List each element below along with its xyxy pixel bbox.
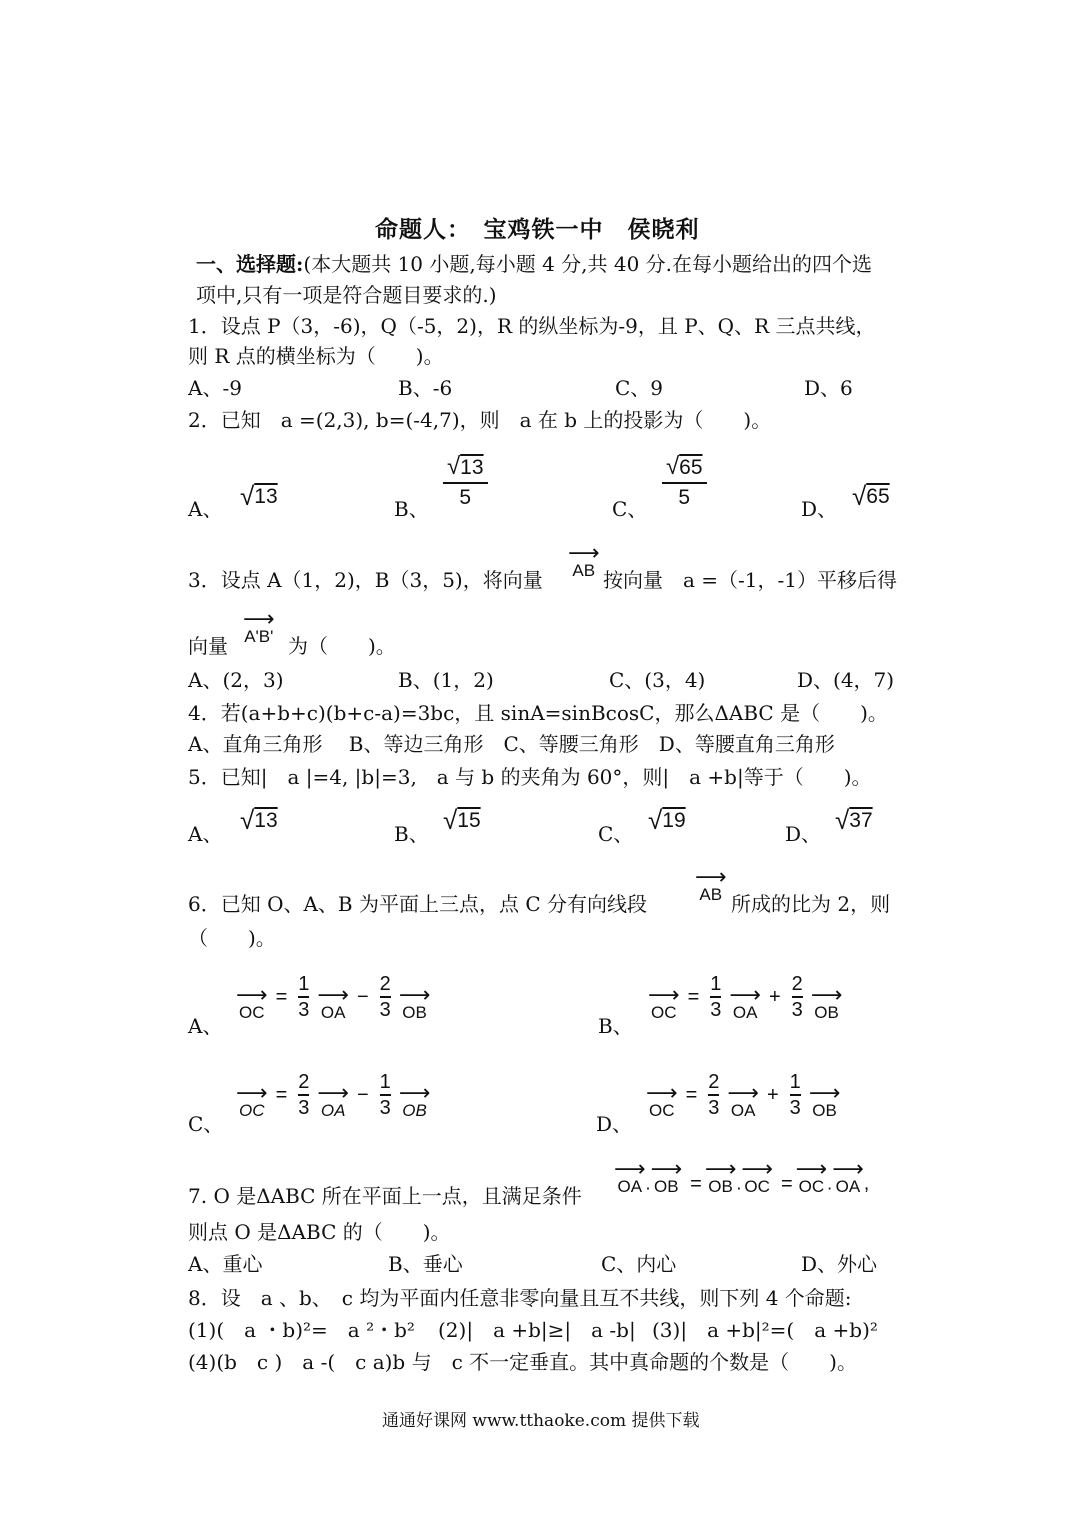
q3-option-b: B、(1，2) [398, 668, 494, 692]
q3-option-a: A、(2，3) [188, 668, 284, 692]
q3-stem-2b: 为（ )。 [288, 634, 396, 658]
q1-stem-1: 1．设点 P（3，-6)，Q（-5，2)，R 的纵坐标为-9，且 P、Q、R 三点共线， [188, 314, 876, 338]
q2-option-a-value: √13 [240, 481, 278, 511]
q7-option-c: C、内心 [601, 1252, 677, 1276]
q3-stem-1b: 按向量 a =（-1，-1）平移后得 [603, 568, 898, 592]
q2-option-c-fraction: $\frac{√65}{5}$ [662, 453, 707, 512]
section-desc-1: (本大题共 10 小题,每小题 4 分,共 40 分.在每小题给出的四个选 [303, 252, 873, 276]
q3-option-c: C、(3，4) [609, 668, 706, 692]
q5-stem: 5．已知| a |=4, |b|=3, a 与 b 的夹角为 60°，则| a +b|等于（ )。 [188, 765, 872, 789]
q1-stem-2: 则 R 点的横坐标为（ )。 [188, 344, 444, 368]
q5-option-b-value: √15 [443, 805, 481, 835]
page-title: 命题人： 宝鸡铁一中 侯晓利 [375, 216, 700, 243]
q6-vector-ab: ⟶ AB [695, 864, 727, 904]
q1-option-a: A、-9 [188, 376, 242, 400]
q1-option-b: B、-6 [398, 376, 453, 400]
q8-stem: 8．设 a 、b、 c 均为平面内任意非零向量且互不共线，则下列 4 个命题: [188, 1286, 852, 1310]
q6-stem-1a: 6．已知 O、A、B 为平面上三点，点 C 分有向线段 [188, 892, 647, 916]
q6-option-d: D、 [596, 1112, 633, 1136]
q6-option-a-equation: ⟶ OC = $\frac{1}{3}$ ⟶ OA − $\frac{2}{3}$ ⟶ OB [236, 973, 431, 1022]
q2-option-d: D、 [801, 497, 838, 521]
q7-condition-equation: ⟶ OA . ⟶ OB = ⟶ OB . ⟶ OC = ⟶ OC . ⟶ OA , [614, 1156, 870, 1196]
q8-proposition-3: (3)| a +b|²=( a +b)² [652, 1318, 878, 1342]
q2-option-c: C、 [612, 497, 648, 521]
section-desc-2: 项中,只有一项是符合题目要求的.) [196, 283, 497, 307]
q7-option-a: A、重心 [188, 1252, 263, 1276]
q6-option-d-equation: ⟶ OC = $\frac{2}{3}$ ⟶ OA + $\frac{1}{3}$ ⟶ OB [646, 1071, 841, 1120]
q6-stem-1b: 所成的比为 2，则 [731, 892, 891, 916]
q6-option-a: A、 [188, 1014, 223, 1038]
q5-option-c-value: √19 [648, 805, 686, 835]
section-header [196, 252, 872, 276]
q2-option-b-fraction: $\frac{√13}{5}$ [443, 453, 488, 512]
q3-stem-2a: 向量 [188, 634, 228, 658]
q2-option-a: A、 [188, 497, 223, 521]
q7-stem-2: 则点 O 是ΔABC 的（ )。 [188, 1220, 451, 1244]
q4-options: A、直角三角形 B、等边三角形 C、等腰三角形 D、等腰直角三角形 [188, 732, 835, 756]
q1-option-d: D、6 [804, 376, 853, 400]
q4-stem: 4．若(a+b+c)(b+c-a)=3bc，且 sinA=sinBcosC，那么ΔABC 是（ )。 [188, 701, 888, 725]
q2-stem: 2．已知 a =(2,3), b=(-4,7)，则 a 在 b 上的投影为（ )。 [188, 408, 772, 432]
q2-option-b: B、 [394, 497, 429, 521]
q8-proposition-1: (1)( a ・b)²= a ²・b² [188, 1318, 415, 1342]
q5-option-c: C、 [598, 822, 634, 846]
q3-vector-ab: ⟶ AB [568, 540, 600, 580]
q3-stem-1a: 3．设点 A（1，2)，B（3，5)，将向量 [188, 568, 543, 592]
q5-option-d: D、 [785, 822, 822, 846]
section-heading: 一、选择题: [196, 252, 304, 276]
q5-option-a: A、 [188, 822, 223, 846]
q3-vector-a1b1: ⟶ A'B' [243, 606, 275, 646]
q3-option-d: D、(4，7) [797, 668, 895, 692]
q6-stem-2: （ )。 [188, 926, 276, 950]
q7-option-d: D、外心 [801, 1252, 878, 1276]
q7-stem-1: 7. O 是ΔABC 所在平面上一点，且满足条件 [188, 1184, 582, 1208]
q6-option-b-equation: ⟶ OC = $\frac{1}{3}$ ⟶ OA + $\frac{2}{3}$ ⟶ OB [648, 973, 843, 1022]
q5-option-d-value: √37 [835, 805, 873, 835]
q1-option-c: C、9 [615, 376, 664, 400]
q8-proposition-2: (2)| a +b|≥| a -b| [438, 1318, 636, 1342]
q5-option-b: B、 [394, 822, 429, 846]
q2-option-d-value: √65 [852, 481, 890, 511]
q6-option-b: B、 [598, 1014, 633, 1038]
q6-option-c: C、 [188, 1112, 224, 1136]
q8-proposition-4: (4)(b c ) a -( c a)b 与 c 不一定垂直。其中真命题的个数是（ )。 [188, 1350, 857, 1374]
page-footer: 通通好课网 www.tthaoke.com 提供下载 [382, 1411, 700, 1431]
q7-option-b: B、垂心 [388, 1252, 463, 1276]
q5-option-a-value: √13 [240, 805, 278, 835]
q6-option-c-equation: ⟶ OC = $\frac{2}{3}$ ⟶ OA − $\frac{1}{3}$ ⟶ OB [236, 1071, 431, 1120]
